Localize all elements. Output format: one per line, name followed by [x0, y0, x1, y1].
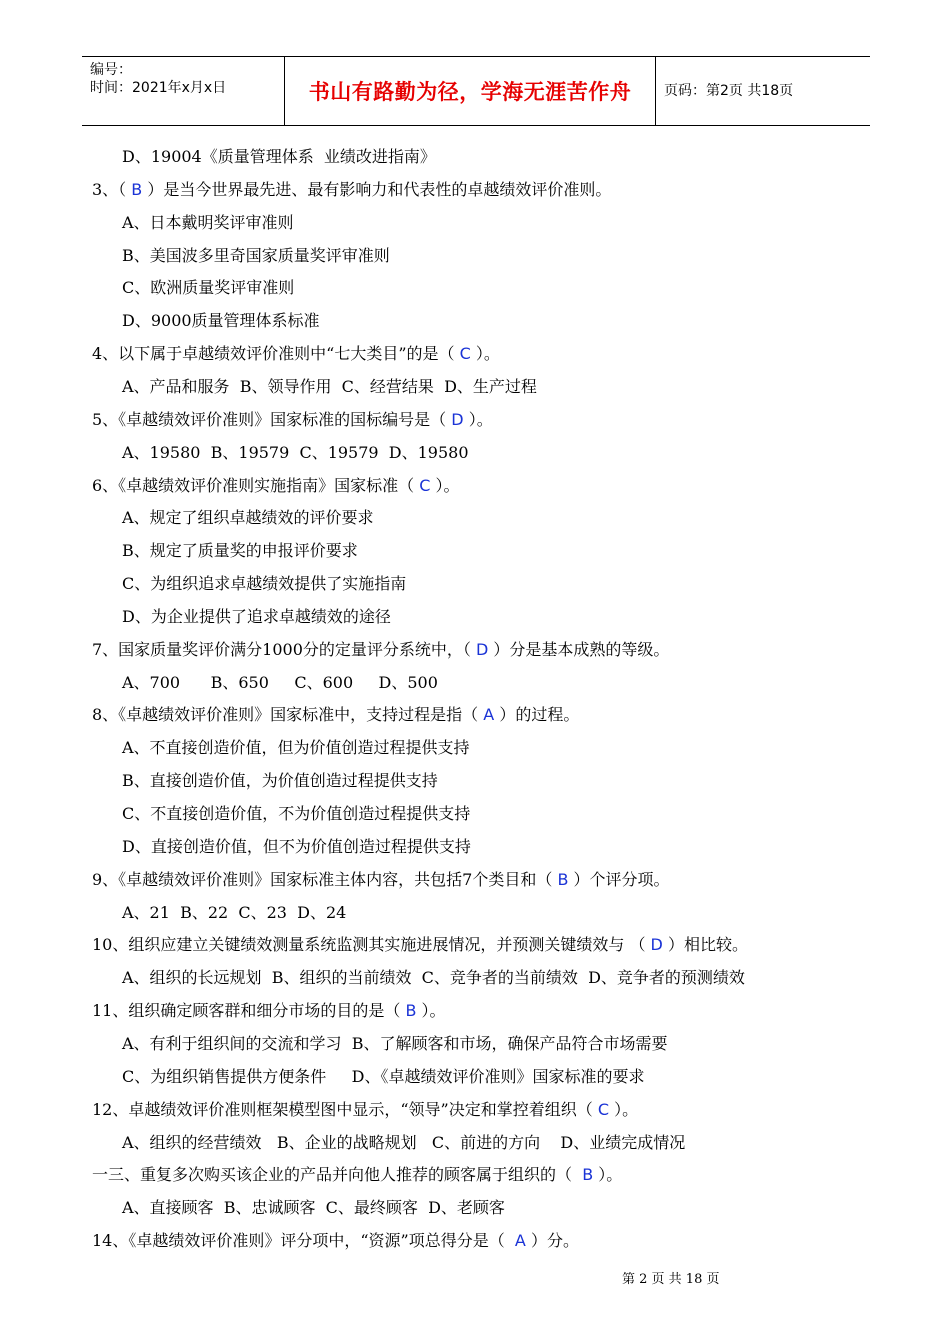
line-text: 11、组织确定顾客群和细分市场的目的是（	[92, 1001, 406, 1021]
line-text: 9、《卓越绩效评价准则》国家标准主体内容，共包括7个类目和（	[92, 869, 558, 889]
line-text: A、不直接创造价值，但为价值创造过程提供支持	[122, 738, 470, 758]
line-text: D、为企业提供了追求卓越绩效的途径	[122, 606, 391, 626]
answer-letter: A	[483, 705, 495, 725]
line-text: C、为组织销售提供方便条件 D、《卓越绩效评价准则》国家标准的要求	[122, 1066, 645, 1086]
line-text: 8、《卓越绩效评价准则》国家标准中，支持过程是指（	[92, 705, 484, 725]
question-line	[92, 337, 500, 370]
line-text: A、700 B、650 C、600 D、500	[122, 672, 438, 692]
line-text-tail: ）。	[416, 1001, 446, 1021]
question-line	[92, 698, 579, 731]
question-line	[92, 403, 493, 436]
line-text: A、规定了组织卓越绩效的评价要求	[122, 508, 374, 528]
page-header	[82, 56, 870, 126]
option-line	[122, 764, 438, 797]
option-line	[122, 239, 390, 272]
question-line	[92, 1158, 622, 1191]
answer-letter: A	[514, 1231, 526, 1251]
page-info-text: 页码：第2页 共18页	[664, 83, 794, 99]
document-time-label: 时间：2021年x月x日	[90, 80, 227, 96]
option-line	[122, 731, 470, 764]
line-text-tail: ）相比较。	[662, 935, 748, 955]
line-text: A、组织的经营绩效 B、企业的战略规划 C、前进的方向 D、业绩完成情况	[122, 1132, 686, 1152]
option-line	[122, 600, 391, 633]
line-text: D、19004《质量管理体系 业绩改进指南》	[122, 147, 436, 166]
line-text: A、直接顾客 B、忠诚顾客 C、最终顾客 D、老顾客	[122, 1198, 505, 1218]
answer-letter: B	[582, 1165, 594, 1185]
line-text: 14、《卓越绩效评价准则》评分项中，“资源”项总得分是（	[92, 1231, 515, 1251]
option-line	[122, 567, 406, 600]
line-text-tail: ）。	[608, 1099, 639, 1119]
line-text-tail: ）。	[430, 475, 460, 495]
option-line	[122, 1027, 668, 1060]
option-line	[122, 666, 438, 699]
answer-letter: D	[451, 409, 464, 429]
answer-letter: B	[405, 1001, 417, 1021]
line-text: 一三、重复多次购买该企业的产品并向他人推荐的顾客属于组织的（	[92, 1165, 583, 1185]
answer-letter: C	[419, 475, 431, 495]
option-line	[122, 797, 470, 830]
question-line	[92, 928, 748, 961]
question-line	[92, 994, 446, 1027]
line-text-tail: ）的过程。	[494, 705, 580, 725]
header-meta-cell	[82, 57, 285, 125]
line-text: A、产品和服务 B、领导作用 C、经营结果 D、生产过程	[122, 376, 537, 396]
line-text: A、组织的长远规划 B、组织的当前绩效 C、竞争者的当前绩效 D、竞争者的预测绩效	[122, 968, 745, 988]
option-line	[122, 206, 294, 239]
line-text: A、日本戴明奖评审准则	[122, 212, 294, 232]
line-text: B、美国波多里奇国家质量奖评审准则	[122, 245, 390, 265]
line-text: B、直接创造价值，为价值创造过程提供支持	[122, 771, 438, 791]
option-line	[122, 830, 471, 863]
header-motto-cell	[285, 57, 656, 125]
option-line	[122, 1060, 645, 1093]
option-line	[122, 304, 320, 337]
line-text: A、21 B、22 C、23 D、24	[122, 902, 347, 922]
line-text: A、19580 B、19579 C、19579 D、19580	[122, 442, 469, 462]
question-line	[92, 863, 670, 896]
line-text: 6、《卓越绩效评价准则实施指南》国家标准（	[92, 475, 420, 495]
line-text: 10、组织应建立关键绩效测量系统监测其实施进展情况，并预测关键绩效与 （	[92, 935, 651, 955]
answer-letter: D	[650, 935, 663, 955]
answer-letter: C	[459, 344, 471, 364]
option-line	[122, 370, 537, 403]
line-text: D、直接创造价值，但不为价值创造过程提供支持	[122, 836, 471, 856]
line-text: A、有利于组织间的交流和学习 B、了解顾客和市场，确保产品符合市场需要	[122, 1033, 668, 1053]
line-text-tail: ）个评分项。	[568, 869, 670, 889]
line-text: C、为组织追求卓越绩效提供了实施指南	[122, 574, 407, 594]
line-text: B、规定了质量奖的申报评价要求	[122, 541, 358, 561]
line-text: 5、《卓越绩效评价准则》国家标准的国标编号是（	[92, 409, 452, 429]
option-line	[122, 896, 346, 929]
option-line	[122, 436, 469, 469]
answer-letter: B	[557, 869, 569, 889]
line-text-tail: ）。	[463, 409, 493, 429]
line-text-tail: ）。	[470, 344, 500, 364]
option-line	[122, 271, 294, 304]
line-text: 4、以下属于卓越绩效评价准则中“七大类目”的是（	[92, 344, 460, 364]
answer-letter: C	[597, 1099, 609, 1119]
line-text: 3、（	[92, 179, 132, 199]
line-text-tail: ）。	[593, 1165, 623, 1185]
option-line	[122, 140, 436, 173]
question-line	[92, 1093, 638, 1126]
header-page-cell	[656, 57, 870, 125]
document-number-label: 编号：	[90, 62, 132, 78]
option-line	[122, 534, 358, 567]
line-text-tail: ）分。	[525, 1231, 579, 1251]
option-line	[122, 1126, 685, 1159]
page-footer: 第 2 页 共 18 页	[622, 1272, 720, 1287]
motto-text: 书山有路勤为径，学海无涯苦作舟	[308, 80, 632, 104]
option-line	[122, 501, 374, 534]
line-text: D、9000质量管理体系标准	[122, 311, 320, 331]
line-text: C、不直接创造价值，不为价值创造过程提供支持	[122, 804, 471, 823]
line-text-tail: ）是当今世界最先进、最有影响力和代表性的卓越绩效评价准则。	[142, 179, 612, 199]
question-line	[92, 173, 611, 206]
line-text: C、欧洲质量奖评审准则	[122, 278, 295, 298]
line-text: 12、卓越绩效评价准则框架模型图中显示，“领导”决定和掌控着组织（	[92, 1099, 598, 1119]
question-line	[92, 1224, 579, 1257]
question-line	[92, 633, 669, 666]
line-text: 7、国家质量奖评价满分1000分的定量评分系统中，（	[92, 639, 476, 659]
line-text-tail: ）分是基本成熟的等级。	[488, 639, 670, 659]
question-line	[92, 469, 460, 502]
answer-letter: D	[476, 639, 489, 659]
option-line	[122, 1191, 505, 1224]
option-line	[122, 961, 745, 994]
answer-letter: B	[131, 179, 143, 199]
